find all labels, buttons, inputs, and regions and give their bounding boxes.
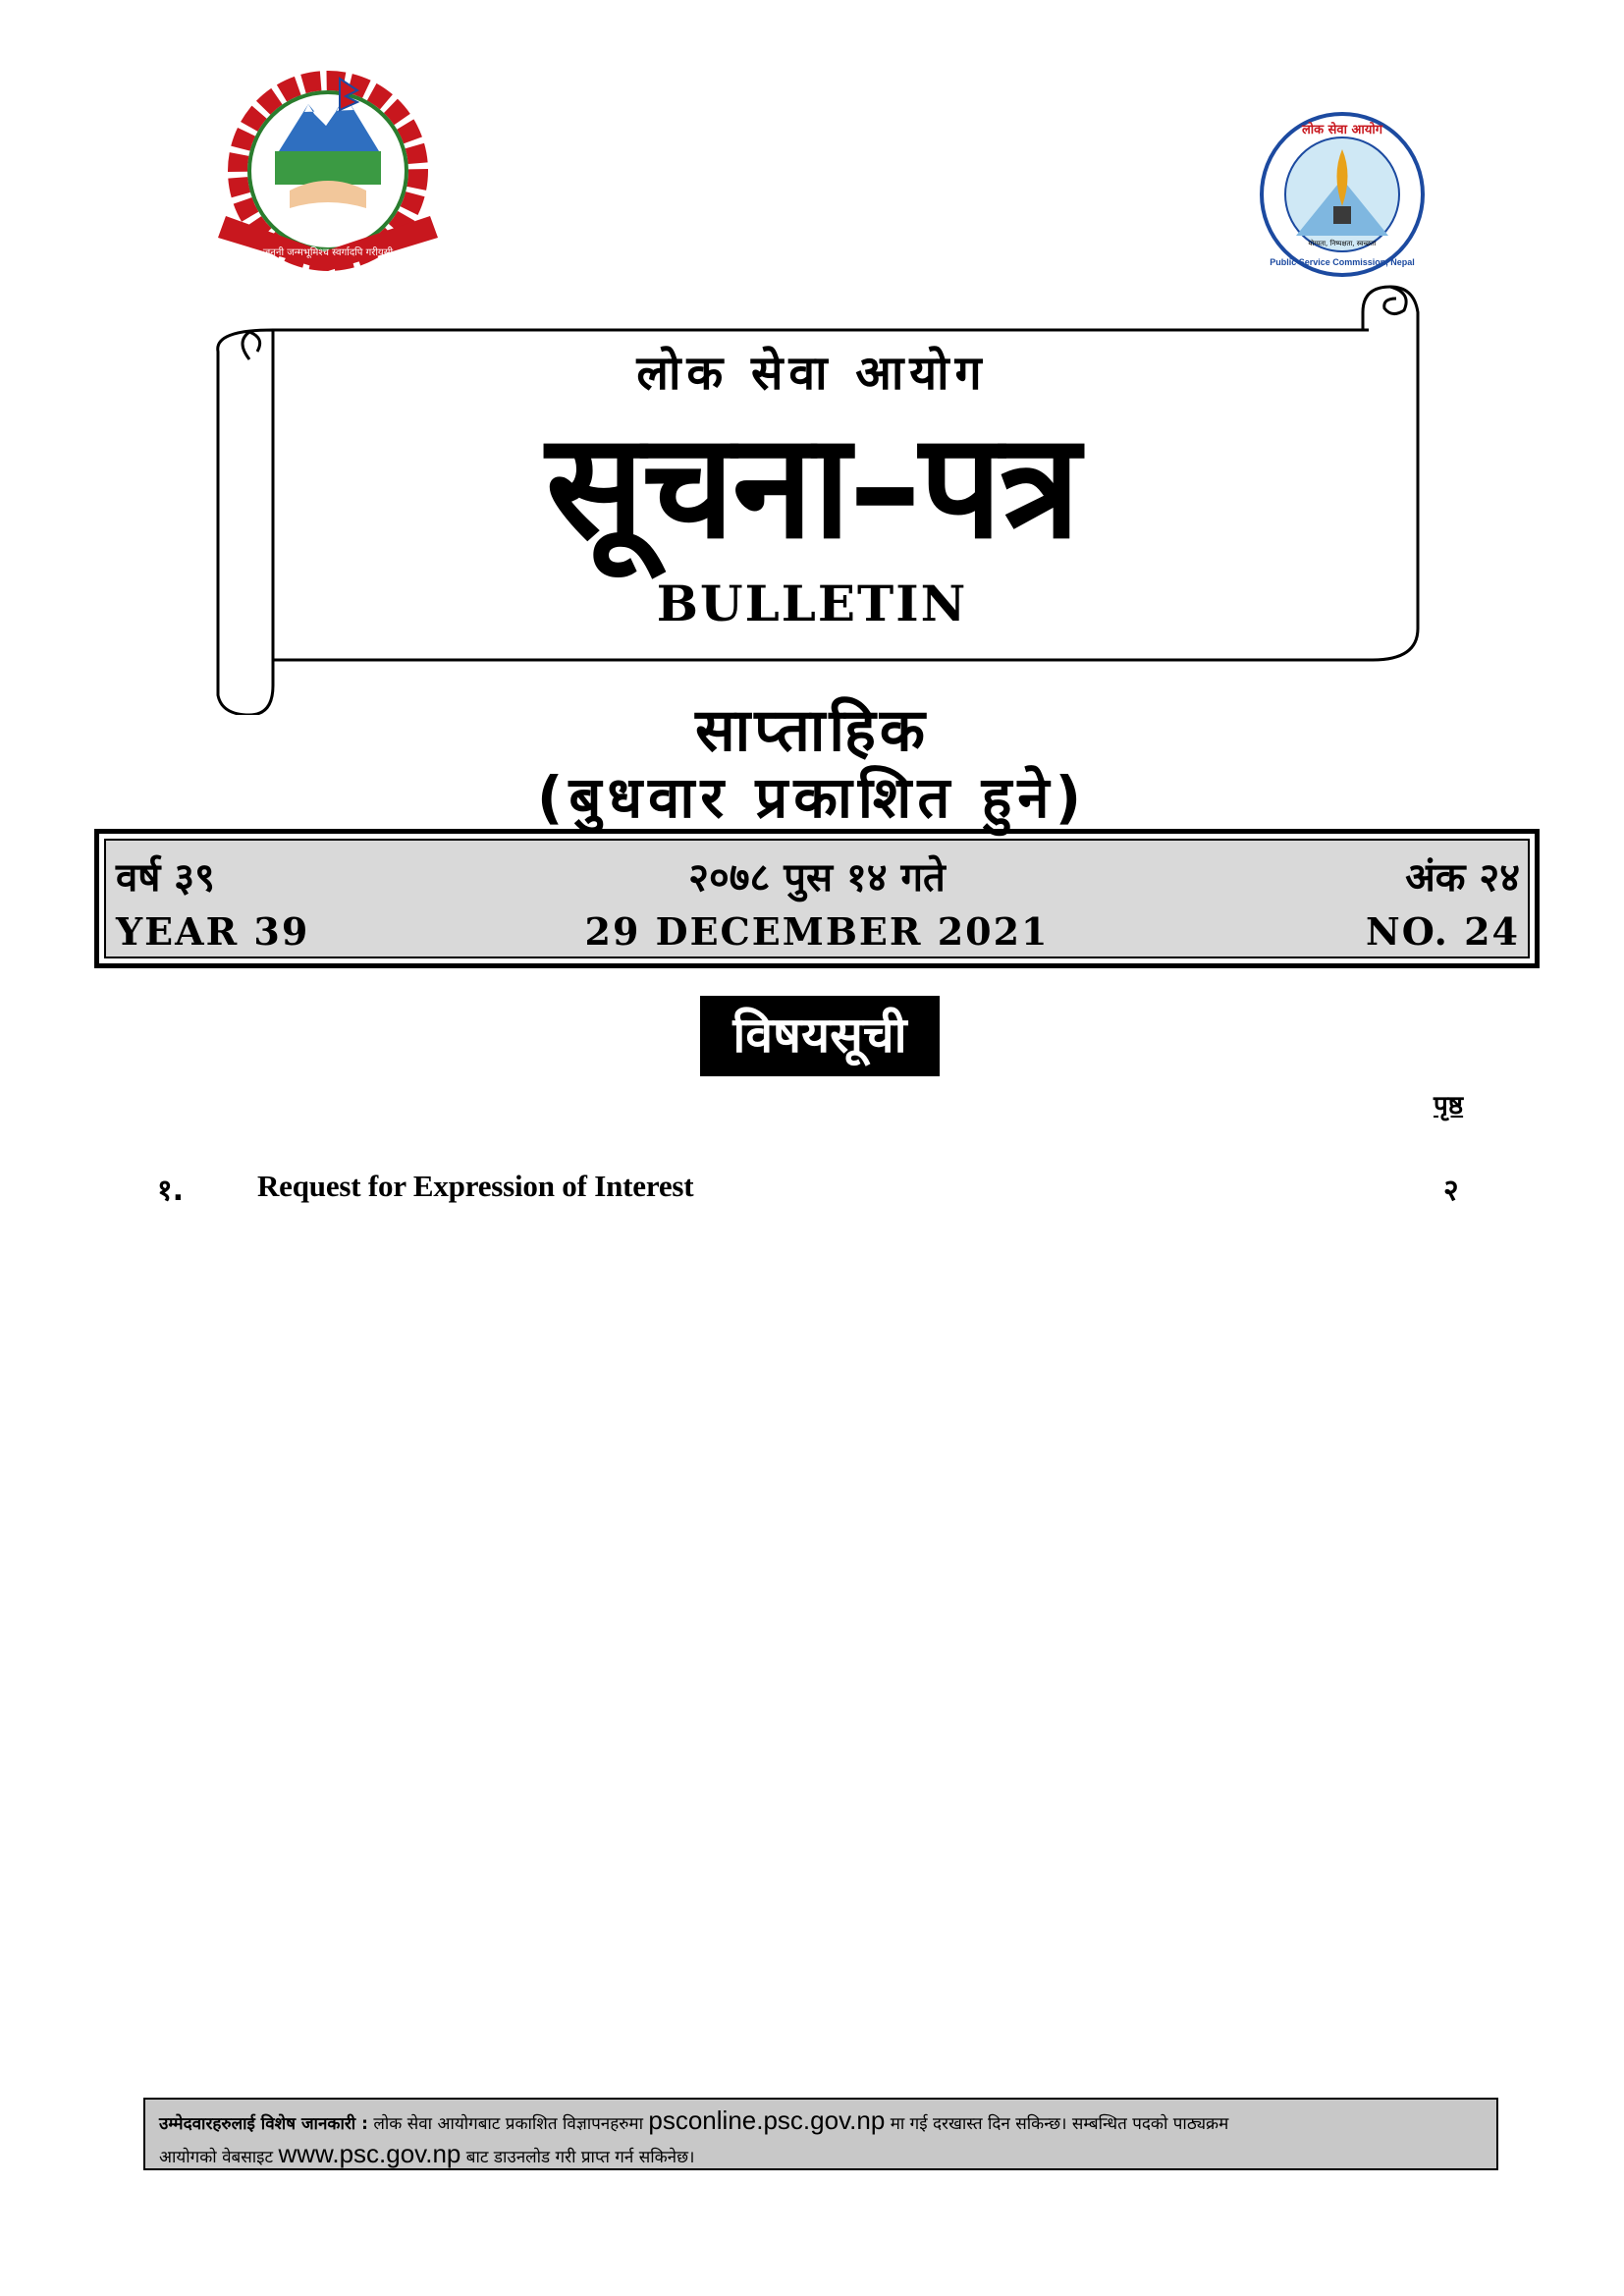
notice-text-3: आयोगको वेबसाइट — [159, 2148, 274, 2167]
toc-item-number: १. — [157, 1174, 184, 1208]
logo-name: लोक सेवा आयोग — [1301, 123, 1383, 137]
year-english: YEAR 39 — [116, 909, 310, 954]
issue-number-english: NO. 24 — [1366, 909, 1520, 954]
banner-organization: लोक सेवा आयोग — [636, 346, 988, 401]
date-nepali: २०७८ पुस १४ गते — [688, 855, 946, 901]
toc-item-page: २ — [1443, 1174, 1459, 1208]
toc-page-column-label: पृष्ठ — [1434, 1091, 1464, 1121]
issue-info-box — [94, 829, 1540, 968]
psc-logo — [1239, 110, 1445, 279]
notice-label: उम्मेदवारहरुलाई विशेष जानकारी : — [159, 2114, 368, 2134]
publish-day: (बुधवार प्रकाशित हुने) — [536, 764, 1088, 831]
emblem-motto: जननी जन्मभूमिश्च स्वर्गादपि गरीयसी — [262, 247, 394, 258]
notice-text-4: बाट डाउनलोड गरी प्राप्त गर्न सकिनेछ। — [465, 2148, 695, 2167]
frequency-weekly: साप्ताहिक — [695, 696, 929, 765]
toc-item[interactable] — [0, 1169, 1624, 1208]
banner-subtitle: BULLETIN — [656, 574, 968, 632]
lamp-icon — [1333, 206, 1351, 224]
nepal-government-emblem — [196, 69, 460, 283]
toc-heading: विषयसूची — [700, 996, 940, 1076]
banner-title: सूचना–पत्र — [545, 402, 1079, 571]
candidate-notice — [143, 2098, 1498, 2170]
notice-text-1: लोक सेवा आयोगबाट प्रकाशित विज्ञापनहरुमा — [373, 2114, 643, 2134]
issue-number-nepali: अंक २४ — [1405, 855, 1520, 901]
notice-link-psc-website[interactable]: www.psc.gov.np — [278, 2139, 461, 2168]
issue-info-inner — [104, 839, 1530, 958]
year-nepali: वर्ष ३९ — [116, 855, 215, 901]
logo-ring-text: Public Service Commission, Nepal — [1270, 257, 1415, 267]
handshake-icon — [290, 181, 366, 208]
date-english: 29 DECEMBER 2021 — [584, 909, 1050, 954]
notice-text-2: मा गई दरखास्त दिन सकिन्छ। सम्बन्धित पदको पाठ्यक्रम — [890, 2114, 1229, 2134]
notice-link-psconline[interactable]: psconline.psc.gov.np — [648, 2105, 886, 2135]
toc-item-title[interactable]: Request for Expression of Interest — [257, 1169, 694, 1203]
logo-tagline: योग्यता, निष्पक्षता, स्वच्छता — [1308, 240, 1377, 247]
